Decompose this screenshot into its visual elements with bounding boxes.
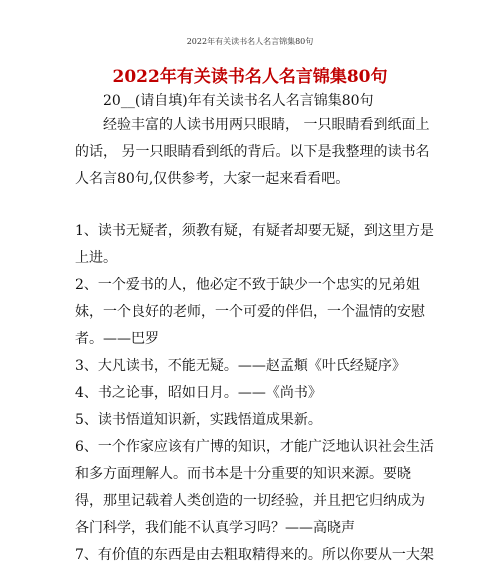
document-subtitle: 20__(请自填)年有关读书名人名言锦集80句 [103, 93, 374, 109]
quote-item: 1、读书无疑者，须教有疑，有疑者却要无疑，到这里方是上进。 [75, 223, 434, 266]
page-header: 2022年有关读书名人名言锦集80句 [186, 37, 314, 46]
quote-item: 3、大凡读书，不能无疑。——赵孟頫《叶氏经疑序》 [75, 358, 406, 374]
quote-item: 5、读书悟道知识新，实践悟道成果新。 [75, 412, 322, 428]
document-title: 2022年有关读书名人名言锦集80句 [112, 67, 388, 87]
quote-item: 4、书之论事，昭如日月。——《尚书》 [75, 385, 322, 401]
intro-paragraph [75, 112, 435, 193]
quote-list [75, 218, 435, 569]
quote-item: 7、有价值的东西是由去粗取精得来的。所以你要从一大架 [75, 547, 434, 563]
quote-item: 6、一个作家应该有广博的知识，才能广泛地认识社会生活和多方面理解人。而书本是十分重要的知识来源。要晓得，那里记载着人类创造的一切经验，并且把它归纳成为各门科学，我们能不认真学习吗？——高晓声 [75, 439, 434, 536]
quote-item: 2、一个爱书的人，他必定不致于缺少一个忠实的兄弟姐妹，一个良好的老师，一个可爱的伴侣，一个温情的安慰者。——巴罗 [75, 277, 425, 347]
intro-text: 经验丰富的人读书用两只眼睛， 一只眼睛看到纸面上的话， 另一只眼睛看到纸的背后。以下是我整理的读书名人名言80句,仅供参考，大家一起来看看吧。 [75, 117, 430, 187]
